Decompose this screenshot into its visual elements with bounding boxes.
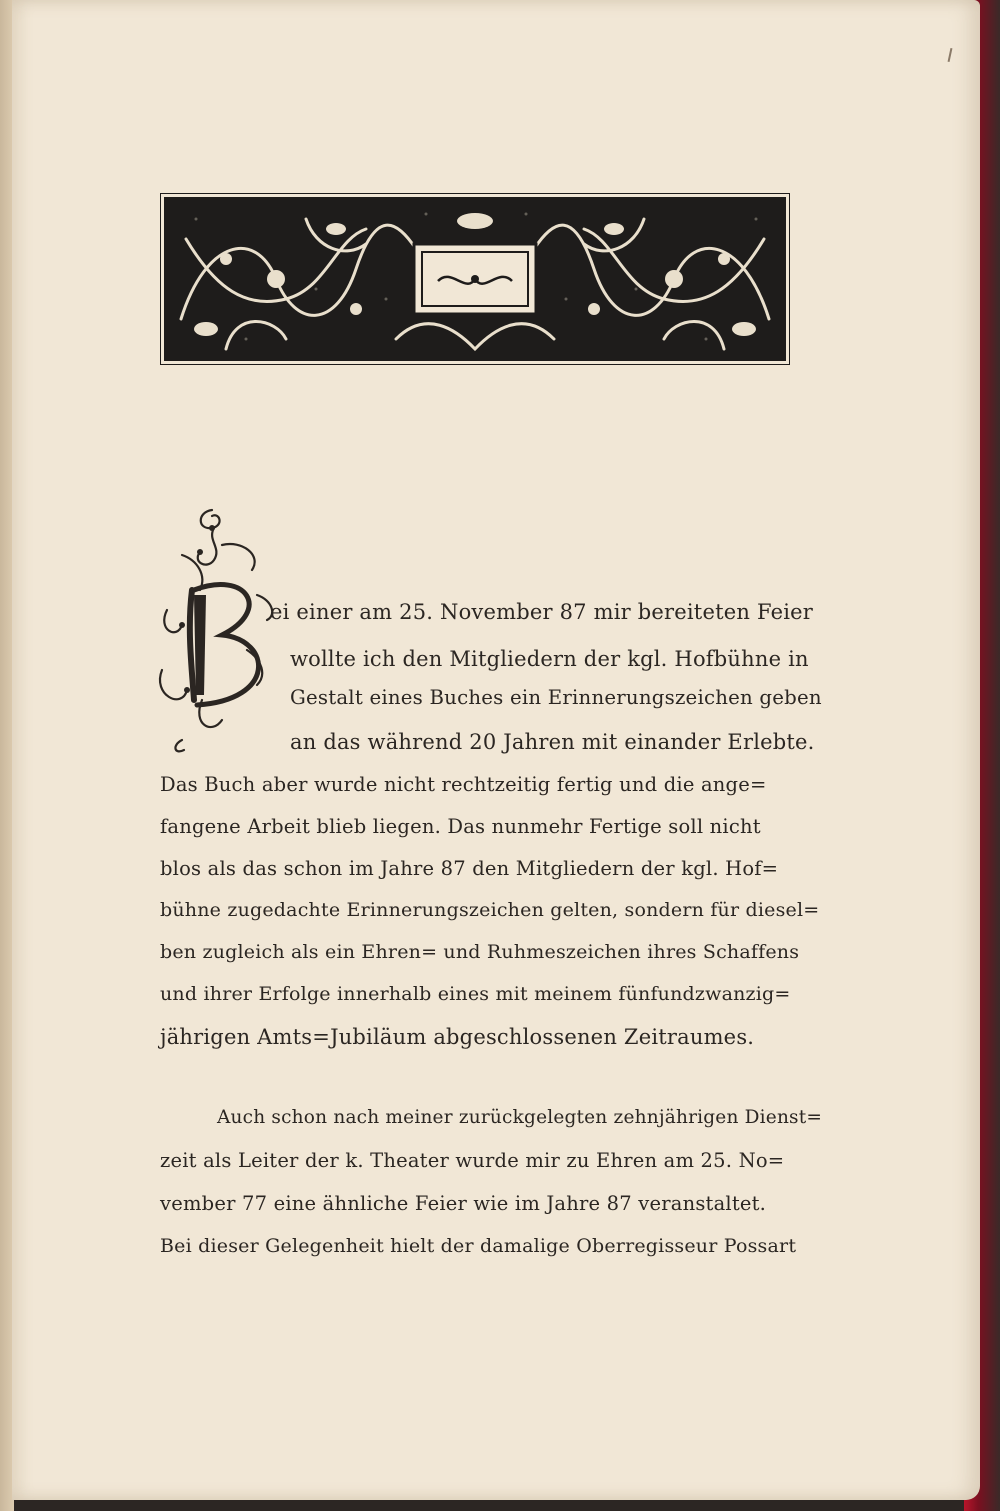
scrollwork-ornament-icon: [166, 199, 784, 359]
text-line: Auch schon nach meiner zurückgelegten zehnjährigen Dienst=: [217, 1107, 823, 1128]
text-line: ei einer am 25. November 87 mir bereiteten Feier: [270, 600, 813, 624]
text-line: ben zugleich als ein Ehren= und Ruhmeszeichen ihres Schaffens: [160, 941, 800, 963]
text-line: zeit als Leiter der k. Theater wurde mir zu Ehren am 25. No=: [160, 1149, 785, 1172]
pencil-mark: [948, 48, 953, 62]
text-line: bühne zugedachte Erinnerungszeichen gelten, sondern für diesel=: [160, 899, 820, 921]
text-line: und ihrer Erfolge innerhalb eines mit meinem fünfundzwanzig=: [160, 983, 791, 1005]
ornate-letter-b-icon: [152, 500, 282, 760]
text-line: jährigen Amts=Jubiläum abgeschlossenen Zeitraumes.: [160, 1025, 755, 1049]
text-line: Das Buch aber wurde nicht rechtzeitig fertig und die ange=: [160, 773, 767, 796]
text-line: fangene Arbeit blieb liegen. Das nunmehr Fertige soll nicht: [160, 815, 761, 838]
text-line: vember 77 eine ähnliche Feier wie im Jahre 87 veranstaltet.: [160, 1192, 767, 1215]
ornamental-headpiece: [164, 197, 786, 361]
text-line: blos als das schon im Jahre 87 den Mitgliedern der kgl. Hof=: [160, 857, 779, 880]
book-page: [12, 0, 980, 1500]
ornate-initial-b: [152, 500, 282, 760]
text-line: Bei dieser Gelegenheit hielt der damalige Oberregisseur Possart: [160, 1235, 797, 1257]
text-line: wollte ich den Mitgliedern der kgl. Hofbühne in: [290, 647, 809, 671]
text-line: Gestalt eines Buches ein Erinnerungszeichen geben: [290, 686, 822, 709]
text-line: an das während 20 Jahren mit einander Erlebte.: [290, 730, 815, 754]
